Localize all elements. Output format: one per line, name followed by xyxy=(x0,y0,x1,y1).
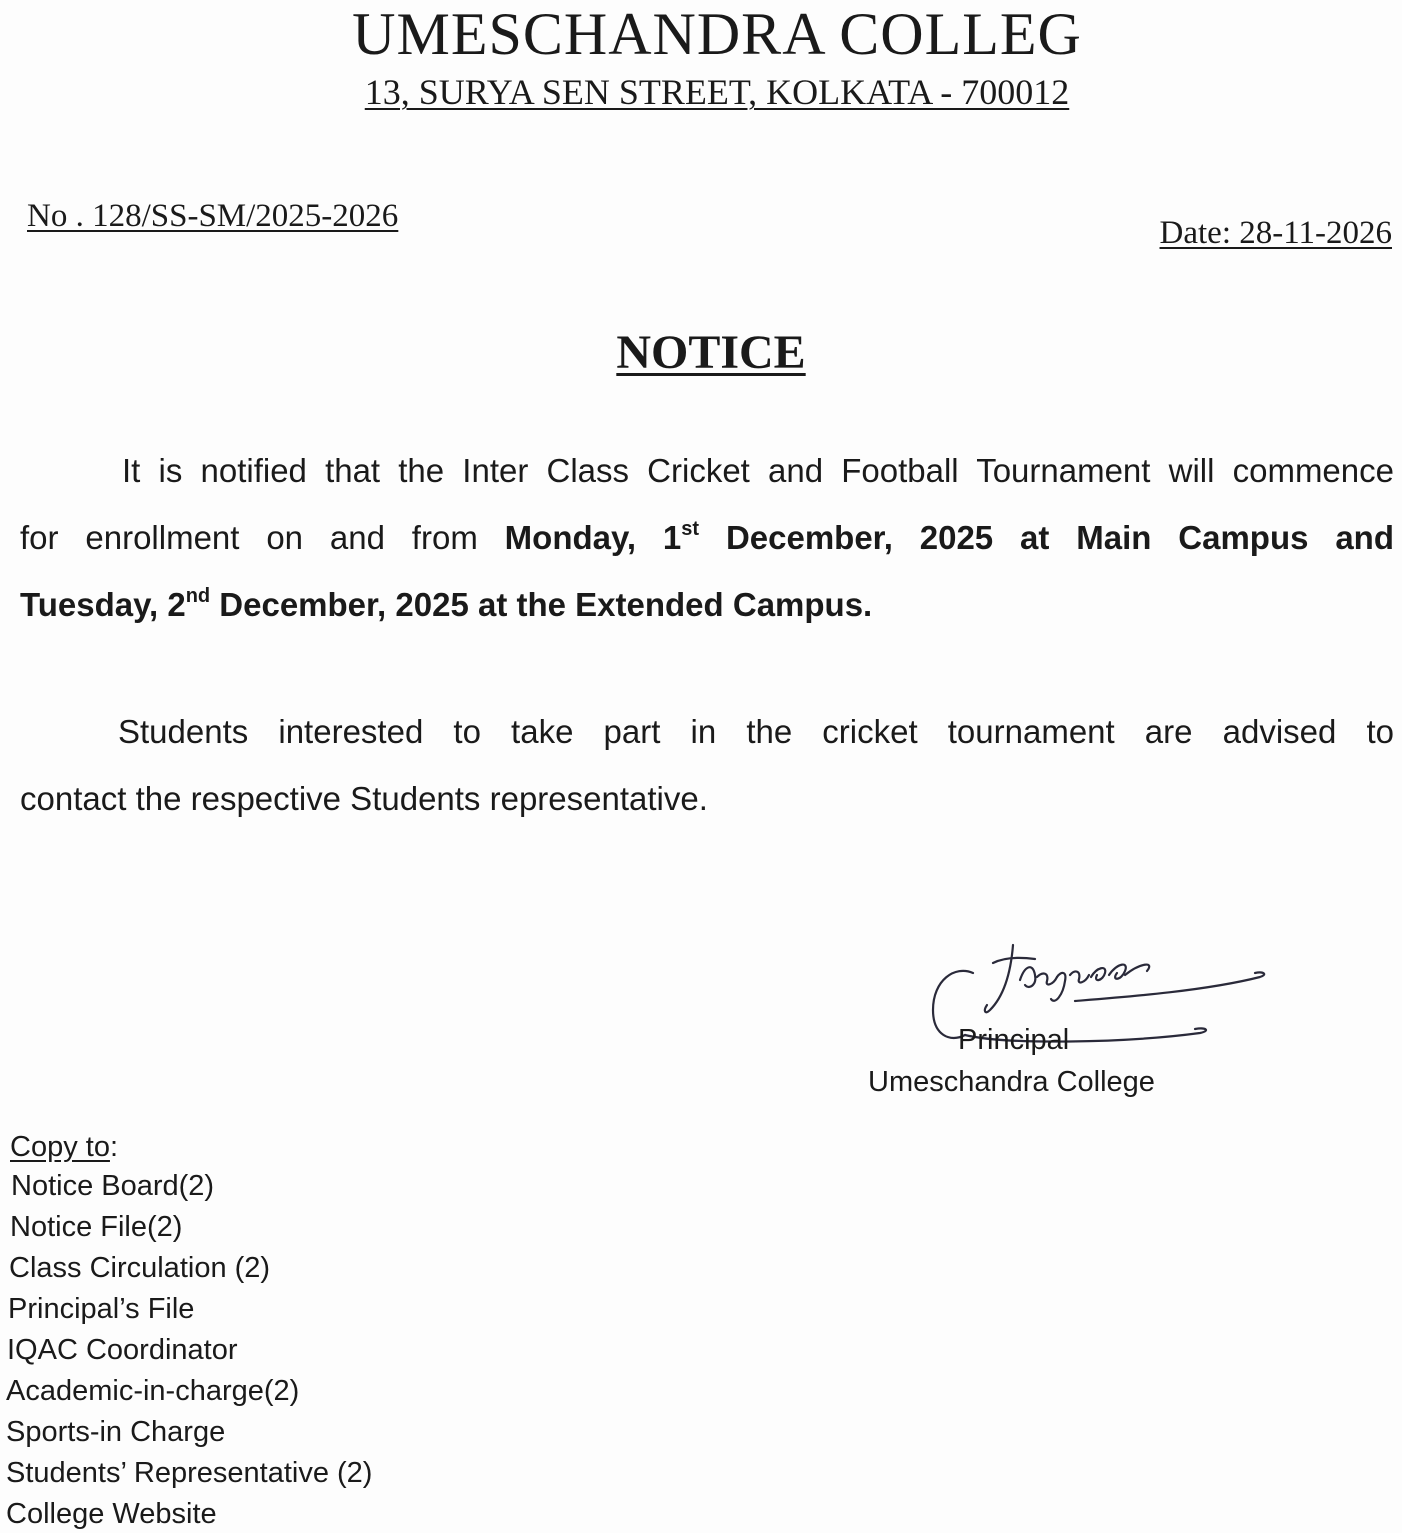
copy-to-item: Academic-in-charge(2) xyxy=(6,1375,300,1407)
college-name: UMESCHANDRA COLLEG xyxy=(352,1,1082,67)
copy-to-item: Principal’s File xyxy=(8,1293,195,1325)
reference-number: No . 128/SS-SM/2025-2026 xyxy=(27,198,399,234)
para1-date-main-b: December, 2025 at Main Campus and xyxy=(699,519,1394,556)
copy-to-item: College Website xyxy=(6,1498,217,1530)
copy-to-item: Notice Board(2) xyxy=(11,1170,215,1202)
college-address-wrap xyxy=(16,70,1402,114)
para1-date-ext-b: December, 2025 at the Extended Campus. xyxy=(210,586,873,623)
signatory-role: Principal xyxy=(958,1024,1070,1056)
copy-to-list xyxy=(6,1166,372,1535)
college-address: 13, SURYA SEN STREET, KOLKATA - 700012 xyxy=(364,72,1070,112)
copy-to-item: Class Circulation (2) xyxy=(9,1252,271,1284)
copy-to-item: IQAC Coordinator xyxy=(7,1334,238,1366)
para2-line-2 xyxy=(20,765,1394,832)
copy-to-item: Students’ Representative (2) xyxy=(6,1457,373,1489)
copy-to-label xyxy=(6,1128,372,1166)
para1-date-main-a: Monday, 1 xyxy=(504,519,682,556)
copy-to-block xyxy=(6,1128,372,1535)
para1-line-2-plain: for enrollment on and from xyxy=(20,519,505,556)
copy-to-label-colon: : xyxy=(109,1131,119,1163)
copy-to-item: Sports-in Charge xyxy=(6,1416,226,1448)
signatory-organization: Umeschandra College xyxy=(868,1066,1155,1098)
para2-line-2-text: contact the respective Students representative. xyxy=(20,780,708,817)
notice-date: Date: 28-11-2026 xyxy=(1159,215,1392,251)
para1-line-1-text: It is notified that the Inter Class Cricket and Football Tournament will commence xyxy=(122,452,1394,489)
para2-line-1-text: Students interested to take part in the cricket tournament are advised to xyxy=(118,713,1394,750)
para1-date-extended xyxy=(20,586,872,623)
para1-date-ext-sup: nd xyxy=(185,585,211,607)
para1-date-main xyxy=(505,519,1394,556)
notice-title-wrap xyxy=(0,325,1402,381)
notice-title: NOTICE xyxy=(616,326,806,379)
copy-to-label-text: Copy to xyxy=(10,1131,110,1163)
notice-paragraph-2 xyxy=(20,698,1394,832)
para1-date-ext-a: Tuesday, 2 xyxy=(20,586,186,623)
para1-line-3 xyxy=(20,571,1394,638)
copy-to-item: Notice File(2) xyxy=(10,1211,183,1243)
para1-line-1 xyxy=(20,437,1394,504)
para2-line-1 xyxy=(20,698,1394,765)
notice-paragraph-1 xyxy=(20,437,1394,638)
para1-line-2 xyxy=(20,504,1394,571)
para1-date-main-sup: st xyxy=(681,518,700,540)
